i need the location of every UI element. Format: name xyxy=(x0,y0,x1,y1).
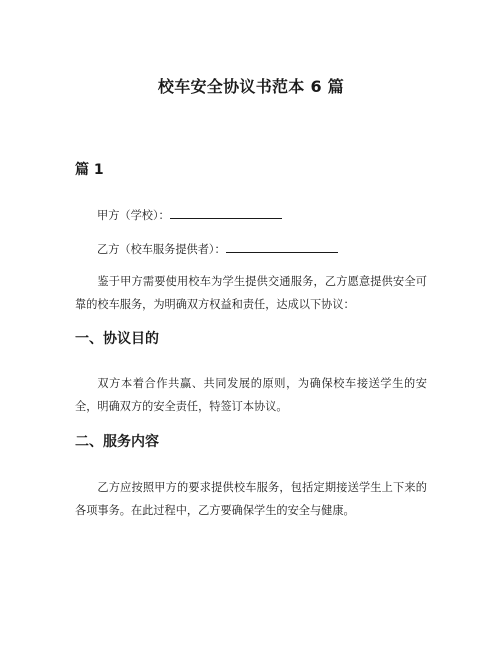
party-b-blank xyxy=(226,240,338,253)
section-1-heading: 一、协议目的 xyxy=(75,331,159,347)
section-2-heading: 二、服务内容 xyxy=(75,434,159,450)
party-a-label: 甲方（学校）： xyxy=(97,209,170,222)
party-a-blank xyxy=(170,206,282,219)
intro-paragraph: 鉴于甲方需要使用校车为学生提供交通服务，乙方愿意提供安全可靠的校车服务，为明确双方权益和责任，达成以下协议： xyxy=(75,275,427,311)
party-a-field xyxy=(97,206,282,226)
part-heading: 篇 1 xyxy=(75,162,104,178)
document-title: 校车安全协议书范本 6 篇 xyxy=(157,77,345,96)
party-b-field xyxy=(97,240,338,260)
section-1-body: 双方本着合作共赢、共同发展的原则，为确保校车接送学生的安全，明确双方的安全责任，特签订本协议。 xyxy=(75,377,427,413)
party-b-label: 乙方（校车服务提供者）： xyxy=(97,243,226,256)
section-2-body: 乙方应按照甲方的要求提供校车服务，包括定期接送学生上下来的各项事务。在此过程中，乙方要确保学生的安全与健康。 xyxy=(75,481,427,517)
